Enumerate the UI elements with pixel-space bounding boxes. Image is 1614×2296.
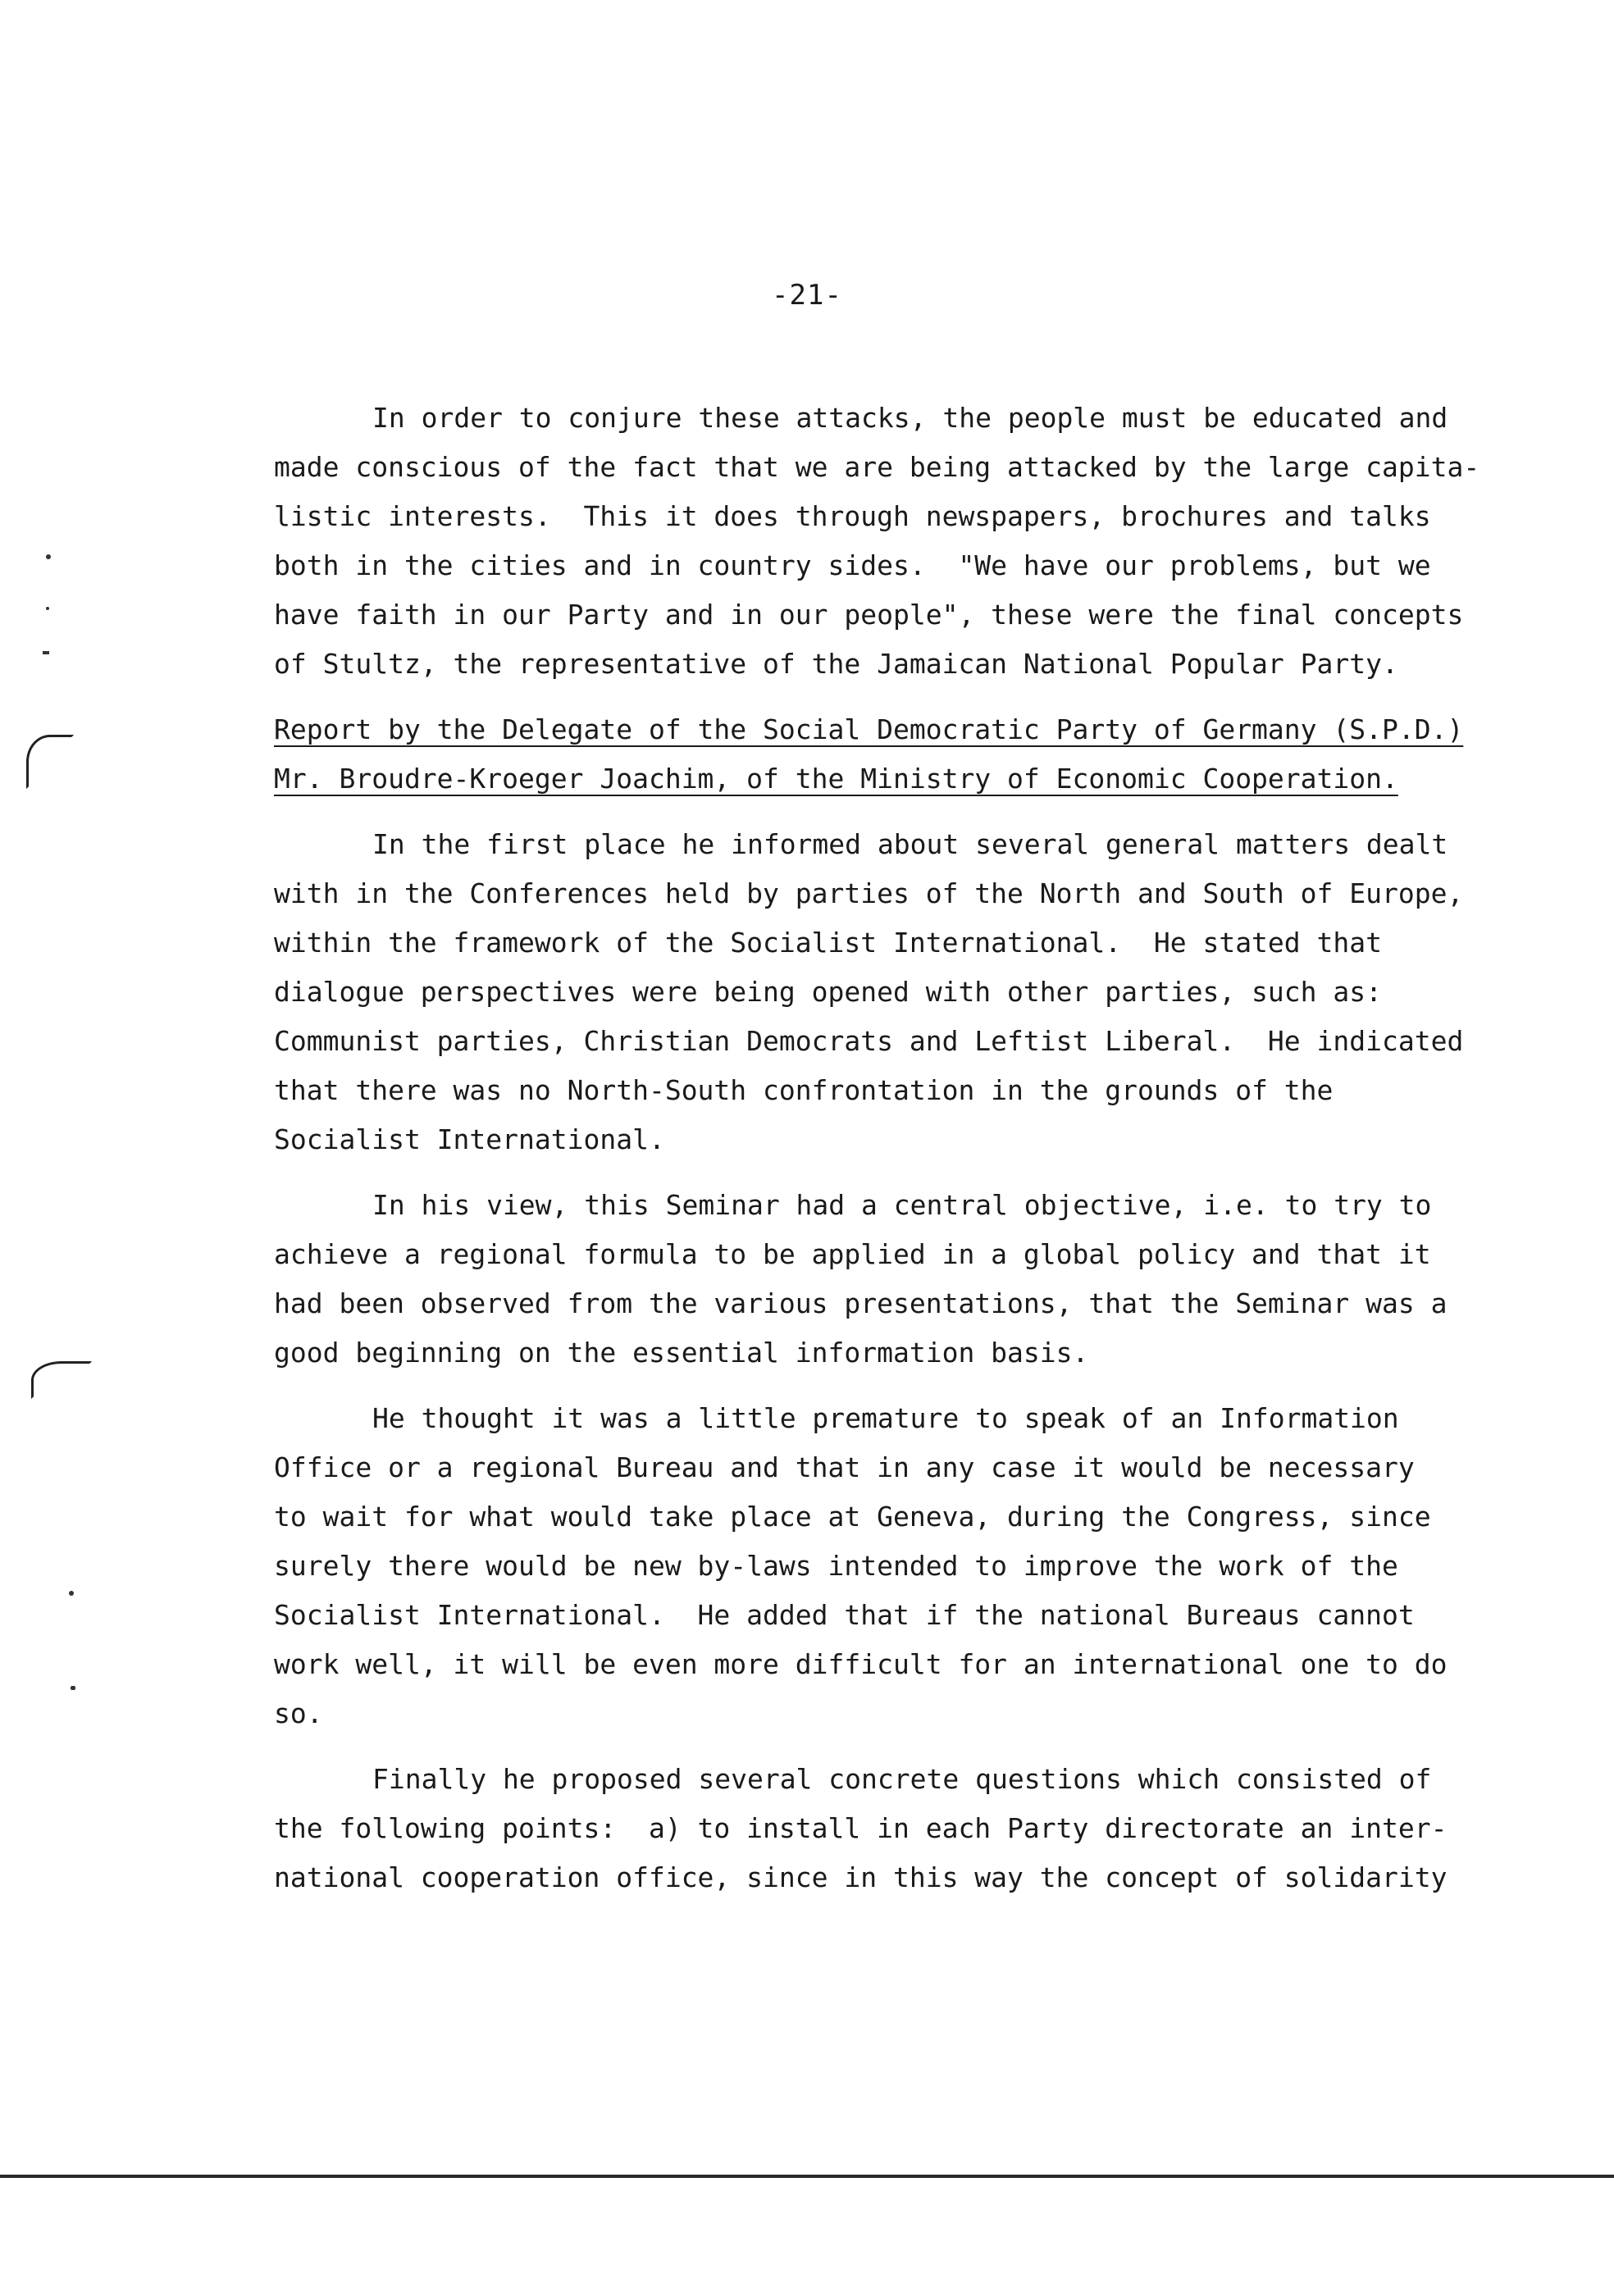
text-line: with in the Conferences held by parties of the North and South of Europe, bbox=[274, 877, 1464, 909]
margin-dot bbox=[69, 1591, 74, 1596]
text-line: of Stultz, the representative of the Jamaican National Popular Party. bbox=[274, 648, 1398, 680]
text-line: Communist parties, Christian Democrats and Leftist Liberal. He indicated bbox=[274, 1025, 1464, 1057]
paragraph bbox=[274, 394, 1480, 689]
text-line: had been observed from the various presentations, that the Seminar was a bbox=[274, 1287, 1448, 1319]
document-body bbox=[274, 394, 1480, 1919]
text-line: work well, it will be even more difficult for an international one to do bbox=[274, 1648, 1448, 1680]
text-line: In order to conjure these attacks, the people must be educated and bbox=[372, 402, 1448, 434]
text-line: surely there would be new by-laws intended to improve the work of the bbox=[274, 1550, 1398, 1582]
margin-dot bbox=[43, 651, 49, 654]
margin-dot bbox=[71, 1686, 75, 1690]
text-line: the following points: a) to install in each Party directorate an inter- bbox=[274, 1812, 1448, 1844]
text-line: to wait for what would take place at Geneva, during the Congress, since bbox=[274, 1501, 1431, 1533]
paragraph bbox=[274, 1394, 1480, 1738]
binding-arc-mark bbox=[31, 1361, 92, 1399]
binding-arc-mark bbox=[26, 735, 74, 789]
text-line: made conscious of the fact that we are being attacked by the large capita- bbox=[274, 451, 1480, 483]
text-line: dialogue perspectives were being opened with other parties, such as: bbox=[274, 976, 1383, 1008]
heading-line: Mr. Broudre-Kroeger Joachim, of the Ministry of Economic Cooperation. bbox=[274, 763, 1398, 795]
text-line: good beginning on the essential information basis. bbox=[274, 1337, 1089, 1369]
text-line: listic interests. This it does through newspapers, brochures and talks bbox=[274, 500, 1431, 532]
text-line: within the framework of the Socialist International. He stated that bbox=[274, 927, 1383, 959]
margin-dot bbox=[46, 554, 51, 559]
heading-line: Report by the Delegate of the Social Democratic Party of Germany (S.P.D.) bbox=[274, 713, 1464, 745]
text-line: He thought it was a little premature to speak of an Information bbox=[372, 1402, 1399, 1434]
text-line: that there was no North-South confrontation in the grounds of the bbox=[274, 1074, 1334, 1106]
paragraph bbox=[274, 820, 1480, 1164]
text-line: have faith in our Party and in our people", these were the final concepts bbox=[274, 599, 1464, 631]
text-line: Socialist International. He added that if the national Bureaus cannot bbox=[274, 1599, 1415, 1631]
bottom-rule bbox=[0, 2175, 1614, 2178]
margin-dot bbox=[46, 607, 49, 610]
paragraph bbox=[274, 1755, 1480, 1902]
text-line: so. bbox=[274, 1697, 323, 1729]
text-line: Finally he proposed several concrete questions which consisted of bbox=[372, 1763, 1432, 1795]
text-line: Socialist International. bbox=[274, 1123, 665, 1155]
text-line: In the first place he informed about several general matters dealt bbox=[372, 828, 1448, 860]
section-heading bbox=[274, 705, 1480, 804]
page-number: -21- bbox=[772, 279, 842, 312]
text-line: In his view, this Seminar had a central objective, i.e. to try to bbox=[372, 1189, 1432, 1221]
text-line: national cooperation office, since in this way the concept of solidarity bbox=[274, 1861, 1448, 1893]
text-line: achieve a regional formula to be applied in a global policy and that it bbox=[274, 1238, 1431, 1270]
paragraph bbox=[274, 1181, 1480, 1378]
text-line: both in the cities and in country sides. "We have our problems, but we bbox=[274, 549, 1431, 581]
text-line: Office or a regional Bureau and that in any case it would be necessary bbox=[274, 1451, 1415, 1483]
